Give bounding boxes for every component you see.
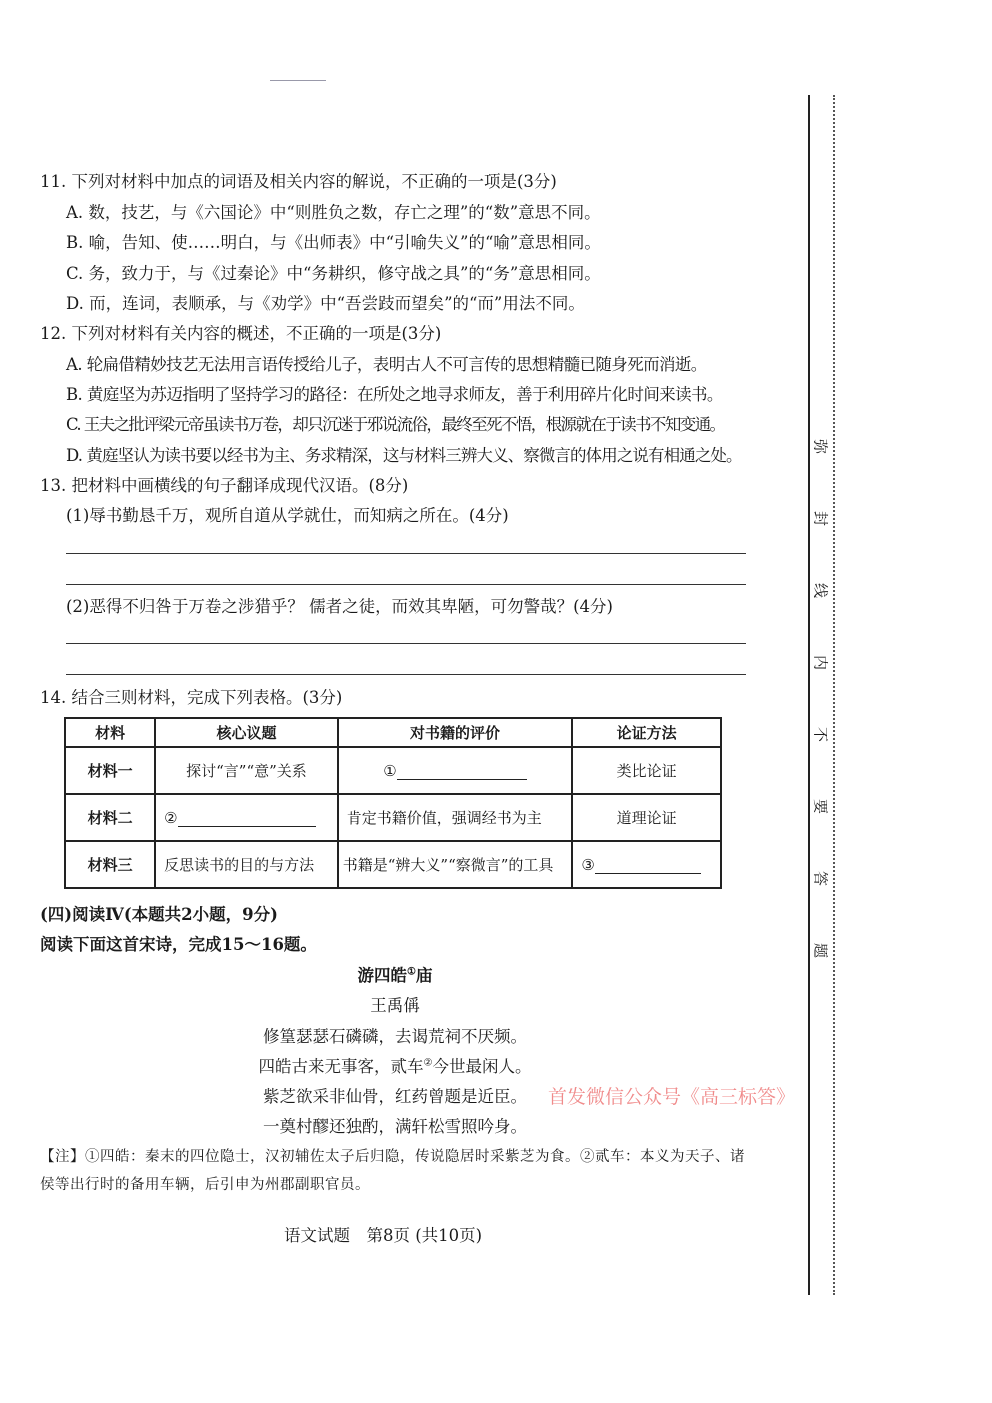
blank-cell-1[interactable] <box>338 747 573 794</box>
poem-title-text: 庙 <box>415 966 433 985</box>
side-char: 答 <box>811 870 830 886</box>
q11-option-d: D. 而，连词，表顺承，与《劝学》中“吾尝跂而望矣”的“而”用法不同。 <box>66 294 585 313</box>
side-char: 弥 <box>811 438 830 454</box>
q13-stem: 13. 把材料中画横线的句子翻译成现代汉语。(8分) <box>40 476 409 495</box>
table-cell: 探讨“言”“意”关系 <box>155 747 338 794</box>
seal-dotted-line <box>833 95 835 1295</box>
poem-line-part: 今世最闲人。 <box>432 1057 532 1076</box>
table-row <box>65 747 721 794</box>
poem-title-text: 游四皓 <box>357 966 408 985</box>
table-cell: 道理论证 <box>572 794 721 841</box>
side-char: 线 <box>811 582 830 598</box>
q13-sentence-1: (1)辱书勤恳千万，观所自道从学就仕，而知病之所在。(4分) <box>66 506 509 525</box>
q14-stem: 14. 结合三则材料，完成下列表格。(3分) <box>40 688 343 707</box>
answer-line[interactable] <box>66 584 746 585</box>
note-line-1: 【注】①四皓：秦末的四位隐士，汉初辅佐太子后归隐，传说隐居时采紫芝为食。②贰车：本义为天子、诸 <box>40 1149 745 1165</box>
fill-blank[interactable] <box>178 826 316 827</box>
poem-author: 王禹偁 <box>370 996 420 1015</box>
fill-blank[interactable] <box>397 779 527 780</box>
section-title: (四)阅读Ⅳ(本题共2小题，9分) <box>40 905 278 924</box>
answer-line[interactable] <box>66 643 746 644</box>
side-char: 题 <box>811 942 830 958</box>
note-line-2: 侯等出行时的备用车辆，后引申为州郡副职官员。 <box>40 1177 370 1193</box>
fill-blank[interactable] <box>595 873 701 874</box>
table-cell: 类比论证 <box>572 747 721 794</box>
watermark: 首发微信公众号《高三标答》 <box>548 1086 796 1108</box>
header-cell: 对书籍的评价 <box>338 718 573 747</box>
row-label: 材料二 <box>65 794 155 841</box>
side-char: 封 <box>811 510 830 526</box>
answer-line[interactable] <box>66 674 746 675</box>
table-cell: 书籍是“辨大义”“察微言”的工具 <box>338 841 573 888</box>
q12-option-b: B. 黄庭坚为苏迈指明了坚持学习的路径：在所处之地寻求师友，善于利用碎片化时间来读书。 <box>66 385 723 404</box>
q11-option-a: A. 数，技艺，与《六国论》中“则胜负之数，存亡之理”的“数”意思不同。 <box>66 203 601 222</box>
q12-option-c: C. 王夫之批评梁元帝虽读书万卷，却只沉迷于邪说流俗，最终至死不悟，根源就在于读书不知变通。 <box>66 415 725 434</box>
q14-table <box>64 717 722 889</box>
poem-line <box>0 1057 790 1077</box>
header-cell: 论证方法 <box>572 718 721 747</box>
header-cell: 核心议题 <box>155 718 338 747</box>
table-cell: 反思读书的目的与方法 <box>155 841 338 888</box>
q12-option-a: A. 轮扁借精妙技艺无法用言语传授给儿子，表明古人不可言传的思想精髓已随身死而消逝。 <box>66 355 707 374</box>
blank-cell-2[interactable] <box>155 794 338 841</box>
table-header-row <box>65 718 721 747</box>
side-char: 不 <box>811 726 830 742</box>
row-label: 材料三 <box>65 841 155 888</box>
q12-option-d: D. 黄庭坚认为读书要以经书为主、务求精深，这与材料三辨大义、察微言的体用之说有相通之处。 <box>66 446 742 465</box>
row-label: 材料一 <box>65 747 155 794</box>
note-marker: ② <box>423 1057 433 1069</box>
q12-stem: 12. 下列对材料有关内容的概述，不正确的一项是(3分) <box>40 324 442 343</box>
scan-mark <box>270 80 326 81</box>
answer-line[interactable] <box>66 553 746 554</box>
blank-number: ③ <box>581 855 595 874</box>
q13-sentence-2: (2)恶得不归咎于万卷之涉猎乎？ 儒者之徒，而效其卑陋，可勿警哉？(4分) <box>66 597 613 616</box>
q11-stem: 11. 下列对材料中加点的词语及相关内容的解说，不正确的一项是(3分) <box>40 172 557 191</box>
binding-line <box>808 95 810 1295</box>
blank-cell-3[interactable] <box>572 841 721 888</box>
note-marker: ① <box>407 966 416 978</box>
poem-line: 紫芝欲采非仙骨，红药曾题是近臣。 <box>263 1087 527 1106</box>
table-row <box>65 841 721 888</box>
blank-number: ① <box>383 761 397 780</box>
poem-line: 一奠村醪还独酌，满轩松雪照吟身。 <box>263 1117 527 1136</box>
section-instruction: 阅读下面这首宋诗，完成15～16题。 <box>40 935 317 954</box>
table-cell: 肯定书籍价值，强调经书为主 <box>338 794 573 841</box>
table-row <box>65 794 721 841</box>
q11-option-b: B. 喻，告知、使……明白，与《出师表》中“引喻失义”的“喻”意思相同。 <box>66 233 601 252</box>
side-char: 内 <box>811 654 830 670</box>
page-footer: 语文试题 第8页 (共10页) <box>284 1226 483 1245</box>
poem-title <box>0 966 790 986</box>
side-char: 要 <box>811 798 830 814</box>
blank-number: ② <box>164 808 178 827</box>
header-cell: 材料 <box>65 718 155 747</box>
poem-line-part: 四皓古来无事客，贰车 <box>258 1057 424 1076</box>
poem-line: 修篁瑟瑟石磷磷，去谒荒祠不厌频。 <box>263 1027 527 1046</box>
q11-option-c: C. 务，致力于，与《过秦论》中“务耕织，修守战之具”的“务”意思相同。 <box>66 264 601 283</box>
